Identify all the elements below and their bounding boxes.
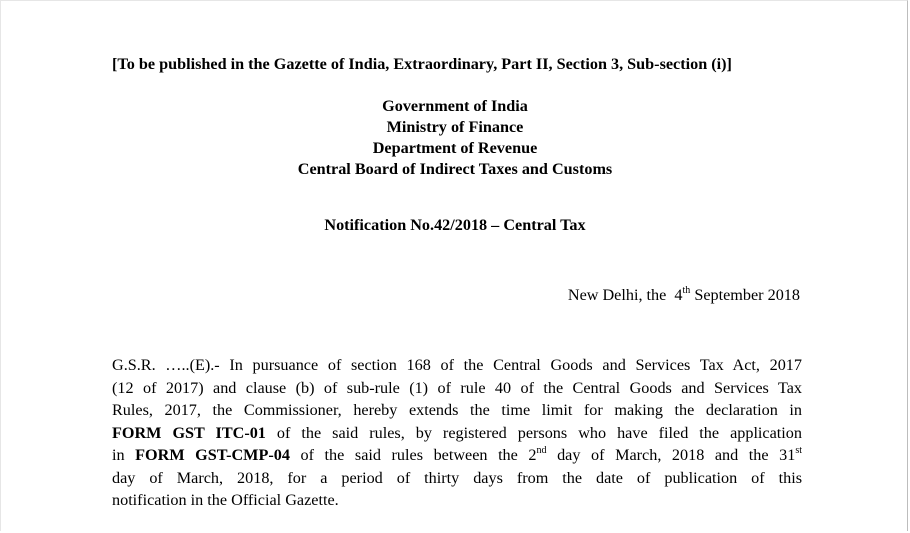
body-line-3: Rules, 2017, the Commissioner, hereby extends the time limit for making the declaration in [112, 401, 802, 419]
dateline-month-year: September 2018 [694, 286, 800, 304]
ordinal-nd: nd [536, 445, 547, 456]
body-line-1: G.S.R. …..(E).- In pursuance of section 168 of the Central Goods and Services Tax Act, 2017 [112, 356, 802, 374]
gazette-publication-note: [To be published in the Gazette of India, Extraordinary, Part II, Section 3, Sub-section (i)] [112, 55, 732, 73]
notification-body [112, 354, 802, 512]
body-line-7: notification in the Official Gazette. [112, 491, 339, 509]
body-line-5-mid: of the said rules between the 2 [300, 446, 537, 464]
body-line-4 [112, 422, 802, 445]
notification-title: Notification No.42/2018 – Central Tax [324, 216, 586, 234]
dateline [568, 285, 800, 306]
form-gst-cmp-04: FORM GST-CMP-04 [135, 446, 290, 464]
authority-line-board: Central Board of Indirect Taxes and Customs [297, 160, 613, 178]
body-line-4-text: of the said rules, by registered persons who have filed the application [276, 423, 802, 442]
body-line-6: day of March, 2018, for a period of thirty days from the date of publication of this [112, 468, 802, 487]
dateline-day-suffix: th [682, 285, 691, 296]
dateline-prefix: New Delhi, the [567, 286, 667, 304]
body-line-5-mid2: day of March, 2018 and the 31 [557, 446, 796, 464]
ordinal-st: st [795, 445, 803, 456]
authority-line-government: Government of India [382, 97, 528, 115]
authority-line-ministry: Ministry of Finance [386, 118, 524, 136]
dateline-day: 4 [674, 286, 683, 304]
form-gst-itc-01: FORM GST ITC-01 [112, 423, 266, 442]
authority-line-department: Department of Revenue [372, 139, 538, 157]
issuing-authority-block [0, 96, 910, 180]
body-line-5 [112, 444, 802, 467]
body-line-2: (12 of 2017) and clause (b) of sub-rule (1) of rule 40 of the Central Goods and Services Tax [112, 378, 802, 397]
body-line-5-pre: in [112, 446, 125, 464]
